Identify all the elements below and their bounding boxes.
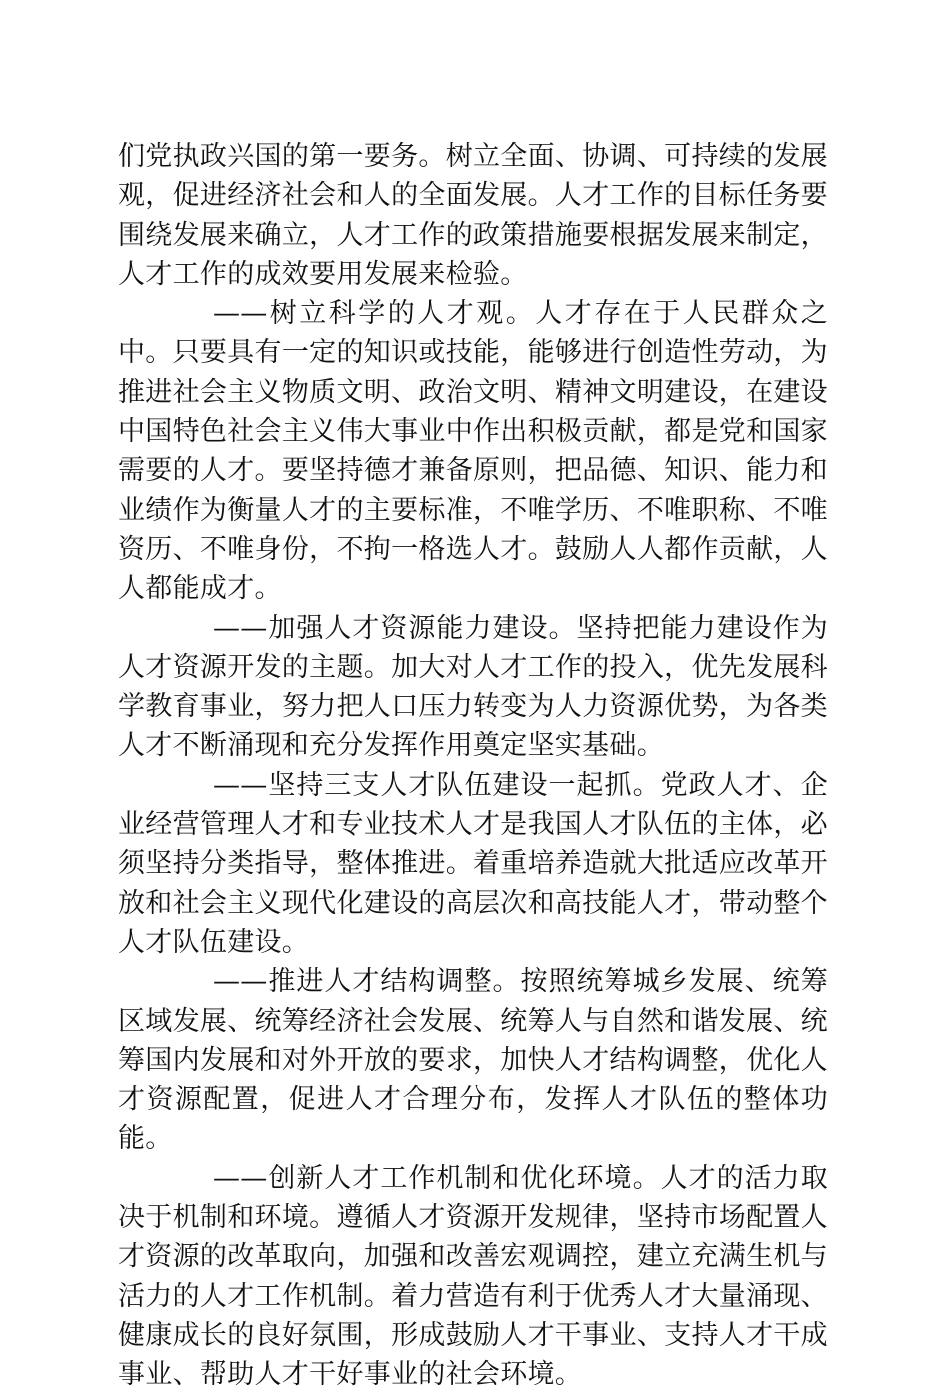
paragraph-talent-mechanism-environment: ——创新人才工作机制和优化环境。人才的活力取决于机制和环境。遵循人才资源开发规律，坚持市场配置人才资源的改革取向，加强和改善宏观调控，建立充满生机与活力的人才工作机制。着力营造有利于优秀人才大量涌现、健康成长的良好氛围，形成鼓励人才干事业、支持人才干成事业、帮助人才干好事业的社会环境。 [118,1162,828,1391]
paragraph-talent-capacity-building: ——加强人才资源能力建设。坚持把能力建设作为人才资源开发的主题。加大对人才工作的投入，优先发展科学教育事业，努力把人口压力转变为人力资源优势，为各类人才不断涌现和充分发挥作用奠定坚实基础。 [118,612,828,762]
document-body [118,137,828,1395]
paragraph-development-continuation: 们党执政兴国的第一要务。树立全面、协调、可持续的发展观，促进经济社会和人的全面发展。人才工作的目标任务要围绕发展来确立，人才工作的政策措施要根据发展来制定，人才工作的成效要用发展来检验。 [118,141,828,290]
paragraph-three-talent-teams: ——坚持三支人才队伍建设一起抓。党政人才、企业经营管理人才和专业技术人才是我国人才队伍的主体，必须坚持分类指导，整体推进。着重培养造就大批适应改革开放和社会主义现代化建设的高层次和高技能人才，带动整个人才队伍建设。 [118,769,828,958]
paragraph-scientific-talent-view: ——树立科学的人才观。人才存在于人民群众之中。只要具有一定的知识或技能，能够进行创造性劳动，为推进社会主义物质文明、政治文明、精神文明建设，在建设中国特色社会主义伟大事业中作出积极贡献，都是党和国家需要的人才。要坚持德才兼备原则，把品德、知识、能力和业绩作为衡量人才的主要标准，不唯学历、不唯职称、不唯资历、不唯身份，不拘一格选人才。鼓励人人都作贡献，人人都能成才。 [118,298,828,605]
paragraph-talent-structure-adjustment: ——推进人才结构调整。按照统筹城乡发展、统筹区域发展、统筹经济社会发展、统筹人与自然和谐发展、统筹国内发展和对外开放的要求，加快人才结构调整，优化人才资源配置，促进人才合理分布，发挥人才队伍的整体功能。 [118,966,828,1155]
